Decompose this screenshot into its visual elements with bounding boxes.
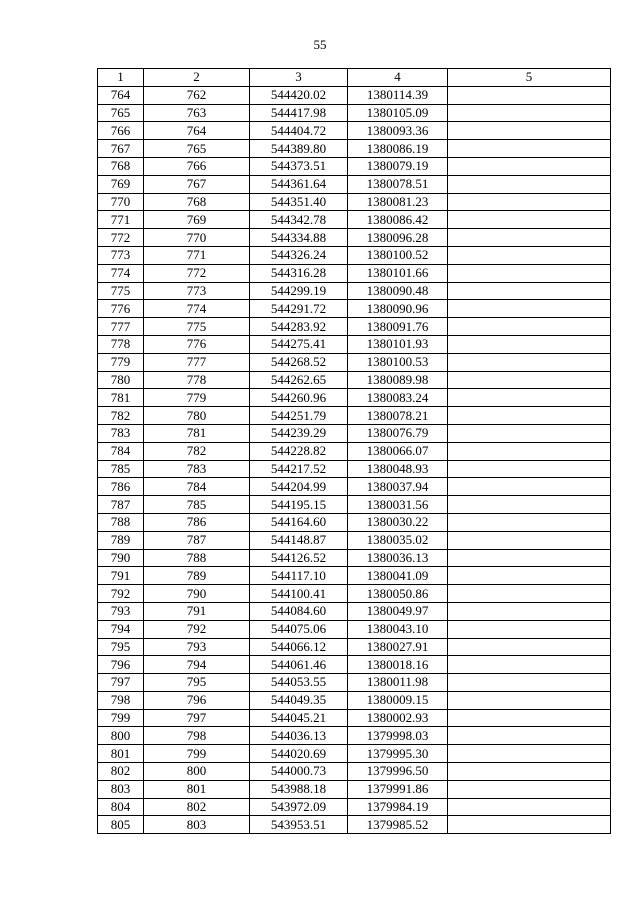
point-number-cell: 777: [144, 353, 250, 371]
page-number: 55: [313, 37, 327, 52]
row-number-cell: 802: [98, 763, 144, 781]
x-coordinate-cell: 544148.87: [250, 531, 348, 549]
y-coordinate-cell: 1380078.21: [348, 407, 448, 425]
note-cell: [448, 709, 611, 727]
note-cell: [448, 353, 611, 371]
y-coordinate-cell: 1380114.39: [348, 86, 448, 104]
y-coordinate-cell: 1380083.24: [348, 389, 448, 407]
table-header: [98, 69, 611, 87]
y-coordinate-cell: 1379998.03: [348, 727, 448, 745]
table-row: [98, 620, 611, 638]
y-coordinate-cell: 1380086.42: [348, 211, 448, 229]
x-coordinate-cell: 544417.98: [250, 104, 348, 122]
y-coordinate-cell: 1380079.19: [348, 157, 448, 175]
y-coordinate-cell: 1380027.91: [348, 638, 448, 656]
x-coordinate-cell: 544204.99: [250, 478, 348, 496]
x-coordinate-cell: 544075.06: [250, 620, 348, 638]
y-coordinate-cell: 1380041.09: [348, 567, 448, 585]
table-row: [98, 602, 611, 620]
note-cell: [448, 442, 611, 460]
table-row: [98, 567, 611, 585]
coordinates-table: [97, 68, 611, 834]
note-cell: [448, 638, 611, 656]
row-number-cell: 787: [98, 496, 144, 514]
y-coordinate-cell: 1380101.93: [348, 335, 448, 353]
y-coordinate-cell: 1380043.10: [348, 620, 448, 638]
note-cell: [448, 157, 611, 175]
row-number-cell: 792: [98, 585, 144, 603]
row-number-cell: 769: [98, 175, 144, 193]
x-coordinate-cell: 544373.51: [250, 157, 348, 175]
row-number-cell: 766: [98, 122, 144, 140]
note-cell: [448, 246, 611, 264]
y-coordinate-cell: 1380096.28: [348, 229, 448, 247]
row-number-cell: 773: [98, 246, 144, 264]
y-coordinate-cell: 1380018.16: [348, 656, 448, 674]
x-coordinate-cell: 544066.12: [250, 638, 348, 656]
row-number-cell: 798: [98, 691, 144, 709]
x-coordinate-cell: 544117.10: [250, 567, 348, 585]
point-number-cell: 770: [144, 229, 250, 247]
table-row: [98, 407, 611, 425]
row-number-cell: 794: [98, 620, 144, 638]
row-number-cell: 776: [98, 300, 144, 318]
y-coordinate-cell: 1380035.02: [348, 531, 448, 549]
column-header-3: 3: [250, 69, 348, 87]
note-cell: [448, 122, 611, 140]
table-row: [98, 282, 611, 300]
x-coordinate-cell: 544420.02: [250, 86, 348, 104]
y-coordinate-cell: 1380089.98: [348, 371, 448, 389]
table-row: [98, 193, 611, 211]
table-row: [98, 86, 611, 104]
point-number-cell: 787: [144, 531, 250, 549]
row-number-cell: 801: [98, 745, 144, 763]
y-coordinate-cell: 1379995.30: [348, 745, 448, 763]
table-row: [98, 513, 611, 531]
x-coordinate-cell: 544404.72: [250, 122, 348, 140]
y-coordinate-cell: 1380086.19: [348, 140, 448, 158]
y-coordinate-cell: 1380101.66: [348, 264, 448, 282]
note-cell: [448, 300, 611, 318]
y-coordinate-cell: 1380009.15: [348, 691, 448, 709]
table-row: [98, 104, 611, 122]
table-row: [98, 798, 611, 816]
table-row: [98, 140, 611, 158]
note-cell: [448, 460, 611, 478]
point-number-cell: 768: [144, 193, 250, 211]
point-number-cell: 773: [144, 282, 250, 300]
note-cell: [448, 211, 611, 229]
table-row: [98, 478, 611, 496]
y-coordinate-cell: 1380049.97: [348, 602, 448, 620]
point-number-cell: 764: [144, 122, 250, 140]
table-row: [98, 157, 611, 175]
x-coordinate-cell: 544228.82: [250, 442, 348, 460]
note-cell: [448, 602, 611, 620]
x-coordinate-cell: 544217.52: [250, 460, 348, 478]
x-coordinate-cell: 544045.21: [250, 709, 348, 727]
row-number-cell: 795: [98, 638, 144, 656]
note-cell: [448, 727, 611, 745]
y-coordinate-cell: 1380090.96: [348, 300, 448, 318]
y-coordinate-cell: 1380100.52: [348, 246, 448, 264]
x-coordinate-cell: 544283.92: [250, 318, 348, 336]
point-number-cell: 797: [144, 709, 250, 727]
point-number-cell: 788: [144, 549, 250, 567]
point-number-cell: 796: [144, 691, 250, 709]
point-number-cell: 781: [144, 424, 250, 442]
y-coordinate-cell: 1380050.86: [348, 585, 448, 603]
row-number-cell: 780: [98, 371, 144, 389]
y-coordinate-cell: 1380105.09: [348, 104, 448, 122]
table-row: [98, 335, 611, 353]
y-coordinate-cell: 1379984.19: [348, 798, 448, 816]
x-coordinate-cell: 544334.88: [250, 229, 348, 247]
point-number-cell: 775: [144, 318, 250, 336]
x-coordinate-cell: 544260.96: [250, 389, 348, 407]
x-coordinate-cell: 544239.29: [250, 424, 348, 442]
note-cell: [448, 531, 611, 549]
x-coordinate-cell: 544326.24: [250, 246, 348, 264]
point-number-cell: 766: [144, 157, 250, 175]
point-number-cell: 785: [144, 496, 250, 514]
row-number-cell: 786: [98, 478, 144, 496]
y-coordinate-cell: 1379991.86: [348, 780, 448, 798]
row-number-cell: 791: [98, 567, 144, 585]
row-number-cell: 789: [98, 531, 144, 549]
table-row: [98, 691, 611, 709]
x-coordinate-cell: 544084.60: [250, 602, 348, 620]
y-coordinate-cell: 1380100.53: [348, 353, 448, 371]
y-coordinate-cell: 1380036.13: [348, 549, 448, 567]
note-cell: [448, 674, 611, 692]
note-cell: [448, 424, 611, 442]
row-number-cell: 767: [98, 140, 144, 158]
point-number-cell: 792: [144, 620, 250, 638]
header-row: [98, 69, 611, 87]
x-coordinate-cell: 544361.64: [250, 175, 348, 193]
x-coordinate-cell: 544061.46: [250, 656, 348, 674]
note-cell: [448, 549, 611, 567]
row-number-cell: 793: [98, 602, 144, 620]
point-number-cell: 783: [144, 460, 250, 478]
y-coordinate-cell: 1380002.93: [348, 709, 448, 727]
row-number-cell: 775: [98, 282, 144, 300]
row-number-cell: 779: [98, 353, 144, 371]
note-cell: [448, 175, 611, 193]
point-number-cell: 772: [144, 264, 250, 282]
x-coordinate-cell: 544251.79: [250, 407, 348, 425]
table-row: [98, 816, 611, 834]
x-coordinate-cell: 544100.41: [250, 585, 348, 603]
point-number-cell: 779: [144, 389, 250, 407]
y-coordinate-cell: 1380037.94: [348, 478, 448, 496]
row-number-cell: 785: [98, 460, 144, 478]
y-coordinate-cell: 1380091.76: [348, 318, 448, 336]
x-coordinate-cell: 544342.78: [250, 211, 348, 229]
note-cell: [448, 140, 611, 158]
column-header-1: 1: [98, 69, 144, 87]
note-cell: [448, 318, 611, 336]
point-number-cell: 789: [144, 567, 250, 585]
row-number-cell: 804: [98, 798, 144, 816]
point-number-cell: 799: [144, 745, 250, 763]
x-coordinate-cell: 544275.41: [250, 335, 348, 353]
point-number-cell: 784: [144, 478, 250, 496]
column-header-2: 2: [144, 69, 250, 87]
table-row: [98, 460, 611, 478]
note-cell: [448, 780, 611, 798]
table-row: [98, 745, 611, 763]
point-number-cell: 801: [144, 780, 250, 798]
table-row: [98, 175, 611, 193]
point-number-cell: 782: [144, 442, 250, 460]
point-number-cell: 798: [144, 727, 250, 745]
note-cell: [448, 407, 611, 425]
point-number-cell: 769: [144, 211, 250, 229]
y-coordinate-cell: 1380093.36: [348, 122, 448, 140]
point-number-cell: 771: [144, 246, 250, 264]
note-cell: [448, 745, 611, 763]
y-coordinate-cell: 1379985.52: [348, 816, 448, 834]
row-number-cell: 797: [98, 674, 144, 692]
note-cell: [448, 513, 611, 531]
table-row: [98, 727, 611, 745]
point-number-cell: 790: [144, 585, 250, 603]
row-number-cell: 764: [98, 86, 144, 104]
note-cell: [448, 798, 611, 816]
point-number-cell: 802: [144, 798, 250, 816]
note-cell: [448, 496, 611, 514]
note-cell: [448, 335, 611, 353]
x-coordinate-cell: 544036.13: [250, 727, 348, 745]
table-row: [98, 424, 611, 442]
row-number-cell: 778: [98, 335, 144, 353]
point-number-cell: 767: [144, 175, 250, 193]
row-number-cell: 799: [98, 709, 144, 727]
x-coordinate-cell: 544000.73: [250, 763, 348, 781]
table-row: [98, 780, 611, 798]
table-row: [98, 674, 611, 692]
row-number-cell: 770: [98, 193, 144, 211]
table-row: [98, 531, 611, 549]
table-row: [98, 585, 611, 603]
row-number-cell: 790: [98, 549, 144, 567]
table-row: [98, 763, 611, 781]
row-number-cell: 765: [98, 104, 144, 122]
row-number-cell: 777: [98, 318, 144, 336]
row-number-cell: 805: [98, 816, 144, 834]
point-number-cell: 774: [144, 300, 250, 318]
table-row: [98, 389, 611, 407]
table-row: [98, 442, 611, 460]
point-number-cell: 794: [144, 656, 250, 674]
point-number-cell: 786: [144, 513, 250, 531]
table-row: [98, 371, 611, 389]
point-number-cell: 780: [144, 407, 250, 425]
table-row: [98, 496, 611, 514]
table-row: [98, 264, 611, 282]
x-coordinate-cell: 544126.52: [250, 549, 348, 567]
x-coordinate-cell: 544049.35: [250, 691, 348, 709]
x-coordinate-cell: 543953.51: [250, 816, 348, 834]
y-coordinate-cell: 1380048.93: [348, 460, 448, 478]
y-coordinate-cell: 1380011.98: [348, 674, 448, 692]
x-coordinate-cell: 543972.09: [250, 798, 348, 816]
point-number-cell: 763: [144, 104, 250, 122]
note-cell: [448, 104, 611, 122]
row-number-cell: 788: [98, 513, 144, 531]
point-number-cell: 778: [144, 371, 250, 389]
column-header-5: 5: [448, 69, 611, 87]
y-coordinate-cell: 1380066.07: [348, 442, 448, 460]
table-row: [98, 318, 611, 336]
point-number-cell: 762: [144, 86, 250, 104]
table-row: [98, 300, 611, 318]
row-number-cell: 784: [98, 442, 144, 460]
note-cell: [448, 567, 611, 585]
note-cell: [448, 691, 611, 709]
x-coordinate-cell: 544164.60: [250, 513, 348, 531]
note-cell: [448, 620, 611, 638]
note-cell: [448, 763, 611, 781]
point-number-cell: 765: [144, 140, 250, 158]
column-header-4: 4: [348, 69, 448, 87]
x-coordinate-cell: 544020.69: [250, 745, 348, 763]
y-coordinate-cell: 1380030.22: [348, 513, 448, 531]
table-row: [98, 122, 611, 140]
note-cell: [448, 478, 611, 496]
point-number-cell: 791: [144, 602, 250, 620]
table-row: [98, 246, 611, 264]
row-number-cell: 774: [98, 264, 144, 282]
note-cell: [448, 816, 611, 834]
point-number-cell: 795: [144, 674, 250, 692]
y-coordinate-cell: 1380081.23: [348, 193, 448, 211]
row-number-cell: 781: [98, 389, 144, 407]
table-row: [98, 353, 611, 371]
x-coordinate-cell: 544262.65: [250, 371, 348, 389]
note-cell: [448, 656, 611, 674]
x-coordinate-cell: 543988.18: [250, 780, 348, 798]
point-number-cell: 793: [144, 638, 250, 656]
x-coordinate-cell: 544268.52: [250, 353, 348, 371]
point-number-cell: 776: [144, 335, 250, 353]
note-cell: [448, 282, 611, 300]
table-body: [98, 86, 611, 833]
x-coordinate-cell: 544389.80: [250, 140, 348, 158]
table-row: [98, 229, 611, 247]
x-coordinate-cell: 544351.40: [250, 193, 348, 211]
x-coordinate-cell: 544291.72: [250, 300, 348, 318]
point-number-cell: 800: [144, 763, 250, 781]
note-cell: [448, 229, 611, 247]
row-number-cell: 783: [98, 424, 144, 442]
note-cell: [448, 585, 611, 603]
x-coordinate-cell: 544299.19: [250, 282, 348, 300]
y-coordinate-cell: 1380090.48: [348, 282, 448, 300]
table-row: [98, 638, 611, 656]
point-number-cell: 803: [144, 816, 250, 834]
table-row: [98, 211, 611, 229]
table-row: [98, 656, 611, 674]
row-number-cell: 772: [98, 229, 144, 247]
row-number-cell: 796: [98, 656, 144, 674]
note-cell: [448, 264, 611, 282]
y-coordinate-cell: 1380076.79: [348, 424, 448, 442]
y-coordinate-cell: 1380031.56: [348, 496, 448, 514]
row-number-cell: 768: [98, 157, 144, 175]
note-cell: [448, 371, 611, 389]
y-coordinate-cell: 1379996.50: [348, 763, 448, 781]
note-cell: [448, 193, 611, 211]
note-cell: [448, 389, 611, 407]
row-number-cell: 782: [98, 407, 144, 425]
y-coordinate-cell: 1380078.51: [348, 175, 448, 193]
table-row: [98, 709, 611, 727]
row-number-cell: 803: [98, 780, 144, 798]
row-number-cell: 800: [98, 727, 144, 745]
x-coordinate-cell: 544195.15: [250, 496, 348, 514]
row-number-cell: 771: [98, 211, 144, 229]
note-cell: [448, 86, 611, 104]
table-row: [98, 549, 611, 567]
x-coordinate-cell: 544316.28: [250, 264, 348, 282]
x-coordinate-cell: 544053.55: [250, 674, 348, 692]
